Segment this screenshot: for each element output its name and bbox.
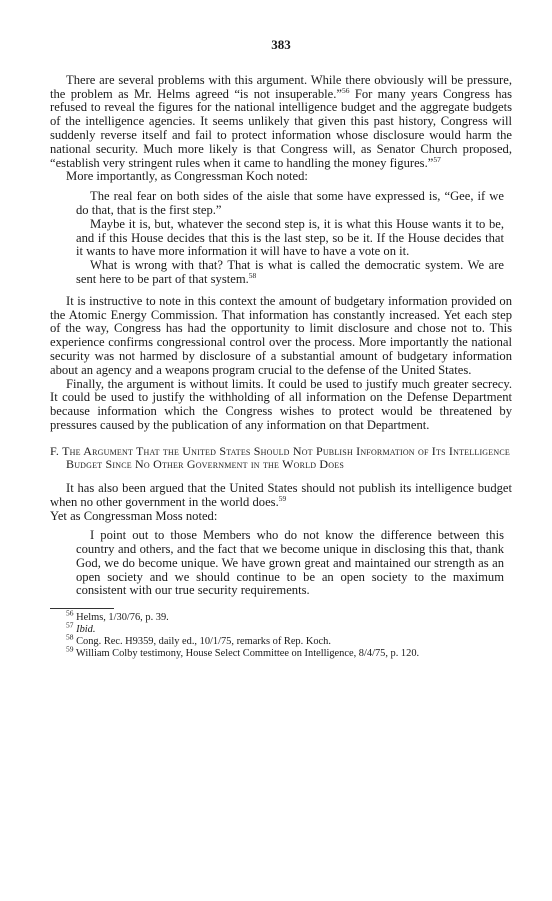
paragraph-2: More importantly, as Congressman Koch noted: [66,169,308,184]
section-heading: F. The Argument That the United States Should Not Publish Information of Its Intelligence Budget Since No Other Government in the World Does [50,443,510,472]
footnote-57 [50,620,512,636]
block-quote-moss [76,529,504,598]
footnote-ref-59: 59 [278,493,287,503]
paragraph-5-text: It has also been argued that the United States should not publish its intelligence budget when no other government in the world does. [50,480,512,509]
footnote-number: 58 [66,632,74,642]
footnote-text: Helms, 1/30/76, p. 39. [76,612,169,624]
footnote-ref-58: 58 [248,270,257,280]
paragraph-5 [50,482,512,510]
paragraph-3: It is instructive to note in this context the amount of budgetary information provided on the Atomic Energy Commission. That information has constantly increased. Yet each step of the way, Congress has had the opportunity to limit disclosure and chose not to. This experience confirms congressional control over the process. More importantly the national security was not harmed by disclosure of a substantial amount of budgetary information about an agency and a weapons program crucial to the defense of the United States. [50,293,512,377]
quote-2-paragraph-1: I point out to those Members who do not know the difference between this country and others, and the fact that we become unique in disclosing this that, thank God, we do become unique. We have grown great and maintained our strength as an open society and we should continue to be an open society to the maximum consistent with our true security requirements. [76,528,504,598]
page-number: 383 [271,37,291,52]
paragraph-1-text-b: For many years Congress has refused to reveal the figures for the national intelligence budget and the aggregate budgets of the intelligence agencies. It seems unlikely that given this past history, Congress will suddenly reverse itself and fail to protect information whose disclosure would harm the national security. Much more likely is that Congress will, as Senator Church proposed, “establish very stringent rules when it came to handling the money figures.” [50,86,513,170]
paragraph-4: Finally, the argument is without limits. It could be used to justify much greater secrecy. It could be used to justify the withholding of all information on the Defense Department because information which the Congress wishes to protect would be threatened by pressures caused by the publication of any information on that Department. [50,376,512,432]
footnote-ref-56: 56 [341,85,350,95]
footnote-number: 56 [66,608,74,618]
paragraph-1 [50,74,512,171]
quote-1-paragraph-3-text: What is wrong with that? That is what is called the democratic system. We are sent here to be part of that system. [76,258,504,286]
footnote-text: Cong. Rec. H9359, daily ed., 10/1/75, remarks of Rep. Koch. [76,636,331,648]
footnote-56 [50,608,512,624]
quote-1-paragraph-3 [76,259,504,287]
block-quote-koch [76,190,504,287]
paragraph-6: Yet as Congressman Moss noted: [50,508,218,523]
footnote-58 [50,632,512,648]
footnote-ref-57: 57 [433,154,441,164]
footnote-59 [50,644,512,660]
footnote-number: 57 [66,620,74,630]
footnote-rule [50,608,114,609]
footnotes [50,608,512,660]
footnote-text: Ibid. [76,624,96,636]
footnote-number: 59 [66,644,74,654]
footnote-text: William Colby testimony, House Select Committee on Intelligence, 8/4/75, p. 120. [75,648,420,660]
paragraph-1-text-a: There are several problems with this argument. While there obviously will be pressure, the problem as Mr. Helms agreed “is not insuperable.” [50,72,512,101]
quote-1-paragraph-2: Maybe it is, but, whatever the second step is, it is what this House wants it to be, and if this House decides that this is the last step, so be it. If the House decides that it wants to have more information it will have to have a vote on it. [76,216,504,259]
quote-1-paragraph-1: The real fear on both sides of the aisle that some have expressed is, “Gee, if we do that, that is the first step.” [76,189,504,217]
